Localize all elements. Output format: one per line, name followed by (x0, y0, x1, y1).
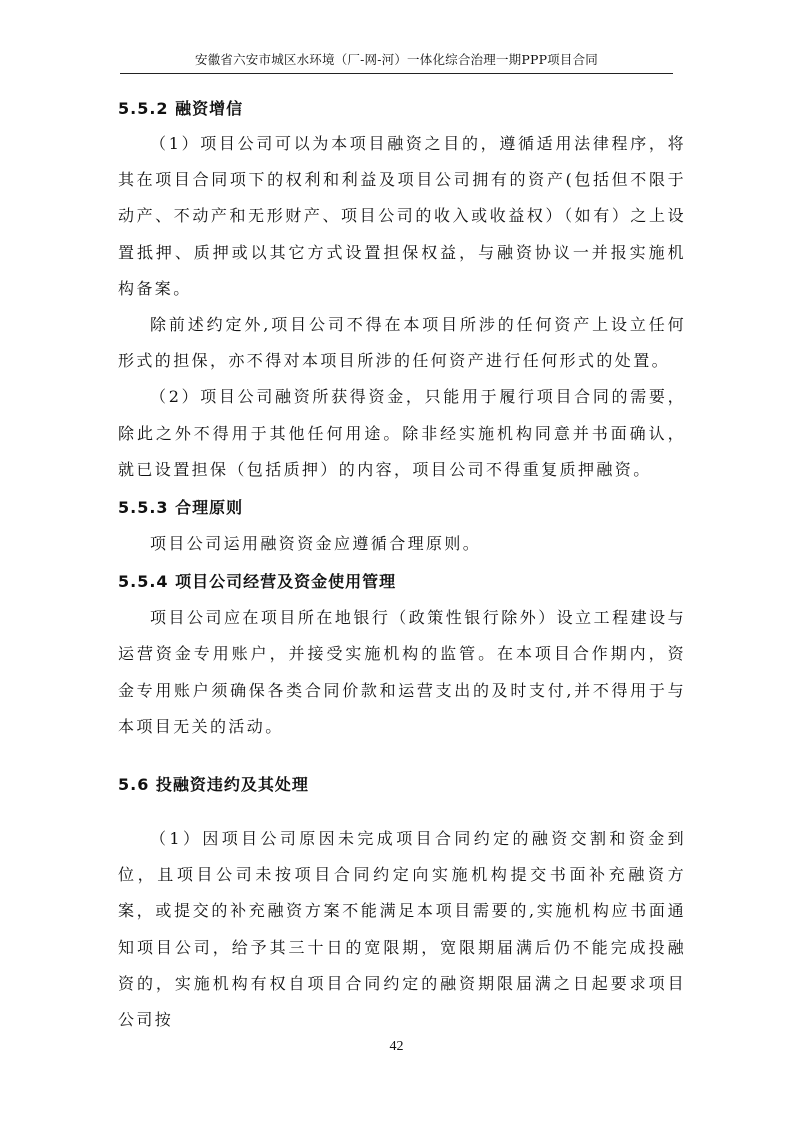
section-heading-5-5-2: 5.5.2 融资增信 (118, 99, 244, 118)
paragraph: （2）项目公司融资所获得资金，只能用于履行项目合同的需要，除此之外不得用于其他任何用途。除非经实施机构同意并书面确认，就已设置担保（包括质押）的内容，项目公司不得重复质押融资。 (118, 387, 686, 479)
paragraph: （1）项目公司可以为本项目融资之目的，遵循适用法律程序，将其在项目合同项下的权利和利益及项目公司拥有的资产(包括但不限于动产、不动产和无形财产、项目公司的收入或收益权）（如有）之上设置抵押、质押或以其它方式设置担保权益，与融资协议一并报实施机构备案。 (118, 134, 686, 298)
paragraph: 除前述约定外,项目公司不得在本项目所涉的任何资产上设立任何形式的担保，亦不得对本项目所涉的任何资产进行任何形式的处置。 (118, 315, 686, 371)
paragraph: 项目公司应在项目所在地银行（政策性银行除外）设立工程建设与运营资金专用账户，并接受实施机构的监管。在本项目合作期内，资金专用账户须确保各类合同价款和运营支出的及时支付,并不得用于与本项目无关的活动。 (118, 608, 686, 736)
page-header: 安徽省六安市城区水环境（厂-网-河）一体化综合治理一期PPP项目合同 (195, 52, 598, 67)
section-heading-5-5-3: 5.5.3 合理原则 (118, 498, 244, 518)
document-body (118, 88, 686, 1038)
section-heading-5-5-4: 5.5.4 项目公司经营及资金使用管理 (118, 572, 397, 592)
section-heading-5-6: 5.6 投融资违约及其处理 (118, 775, 309, 795)
paragraph: 项目公司运用融资资金应遵循合理原则。 (150, 534, 482, 554)
paragraph: （1）因项目公司原因未完成项目合同约定的融资交割和资金到位，且项目公司未按项目合同约定向实施机构提交书面补充融资方案，或提交的补充融资方案不能满足本项目需要的,实施机构应书面通知项目公司，给予其三十日的宽限期，宽限期届满后仍不能完成投融资的，实施机构有权自项目合同约定的融资期限届满之日起要求项目公司按 (118, 829, 686, 1030)
page-number: 42 (389, 1039, 404, 1054)
header-rule (120, 73, 673, 74)
